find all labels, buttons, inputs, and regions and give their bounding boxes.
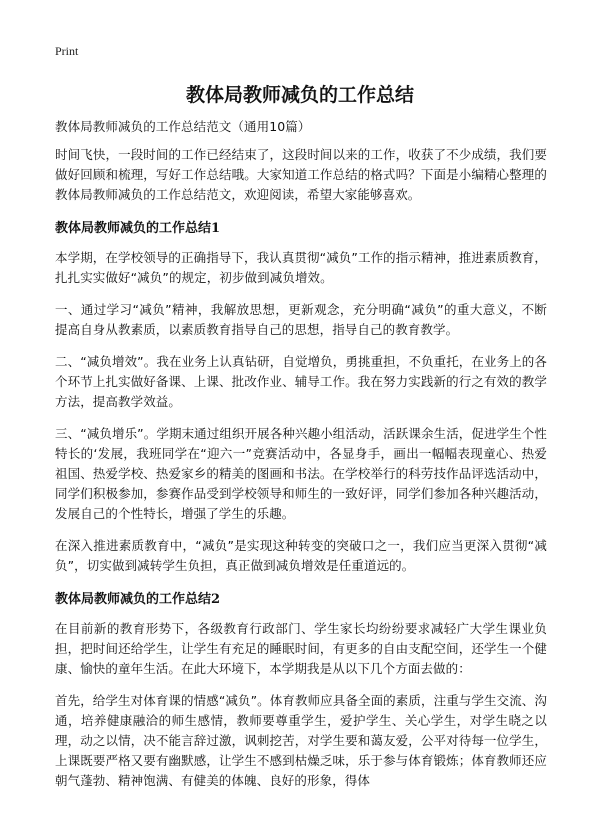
section-1-paragraph: 二、“减负增效”。我在业务上认真钻研，自觉增负，勇挑重担，不负重托，在业务上的各个环节上扎实做好备课、上课、批改作业、辅导工作。我在努力实践新的行之有效的教学方法，提高教学效益。 xyxy=(55,354,547,409)
section-1-paragraph: 三、“减负增乐”。学期末通过组织开展各种兴趣小组活动，活跃课余生活，促进学生个性特长的‘发展，我班同学在“迎六一”竞赛活动中，各显身手，画出一幅幅表现童心、热爱祖国、热爱学校、热爱家乡的精美的图画和书法。在学校举行的科劳技作品评选活动中，同学们积极参加，参赛作品受到学校领导和师生的一致好评，同学们参加各种兴趣活动，发展自己的个性特长，增强了学生的乐趣。 xyxy=(55,426,547,521)
section-1-paragraph: 一、通过学习“减负”精神，我解放思想，更新观念，充分明确“减负”的重大意义，不断提高自身从教素质，以素质教育指导自己的思想，指导自己的教育教学。 xyxy=(55,302,547,337)
document-title: 教体局教师减负的工作总结 xyxy=(185,84,414,106)
section-2-paragraph: 首先，给学生对体育课的情感“减负”。体育教师应具备全面的素质，注重与学生交流、沟通，培养健康融洽的师生感情，教师要尊重学生，爱护学生、关心学生，对学生晓之以理，动之以情，决不能言辞过激，讽刺挖苦，对学生要和蔼友爱，公平对待每一位学生，上课既要严格又要有幽默感，让学生不感到枯燥乏味，乐于参与体育锻炼；体育教师还应朝气蓬勃、精神饱满、有健美的体魄、良好的形象，得体 xyxy=(55,693,547,788)
section-1-paragraph: 在深入推进素质教育中，“减负”是实现这种转变的突破口之一，我们应当更深入贯彻“减负”，切实做到减转学生负担，真正做到减负增效是任重道远的。 xyxy=(55,538,547,573)
document-subtitle: 教体局教师减负的工作总结范文（通用10篇） xyxy=(55,119,311,134)
section-2-paragraph: 在目前新的教育形势下，各级教育行政部门、学生家长均纷纷要求减轻广大学生课业负担，把时间还给学生，让学生有充足的睡眠时间，有更多的自由支配空间，还学生一个健康、愉快的童年生活。在此大环境下，本学期我是从以下几个方面去做的： xyxy=(55,621,547,676)
section-2-heading: 教体局教师减负的工作总结2 xyxy=(55,592,221,607)
document-body xyxy=(55,117,547,803)
intro-paragraph: 时间飞快，一段时间的工作已经结束了，这段时间以来的工作，收获了不少成绩，我们要做好回顾和梳理，写好工作总结哦。大家知道工作总结的格式吗？下面是小编精心整理的教体局教师减负的工作总结范文，欢迎阅读，希望大家能够喜欢。 xyxy=(55,147,547,202)
print-link[interactable]: Print xyxy=(55,44,79,58)
section-1-paragraph: 本学期，在学校领导的正确指导下，我认真贯彻“减负”工作的指示精神，推进素质教育，扎扎实实做好“减负”的规定，初步做到减负增效。 xyxy=(55,250,547,285)
section-1-heading: 教体局教师减负的工作总结1 xyxy=(55,221,221,236)
